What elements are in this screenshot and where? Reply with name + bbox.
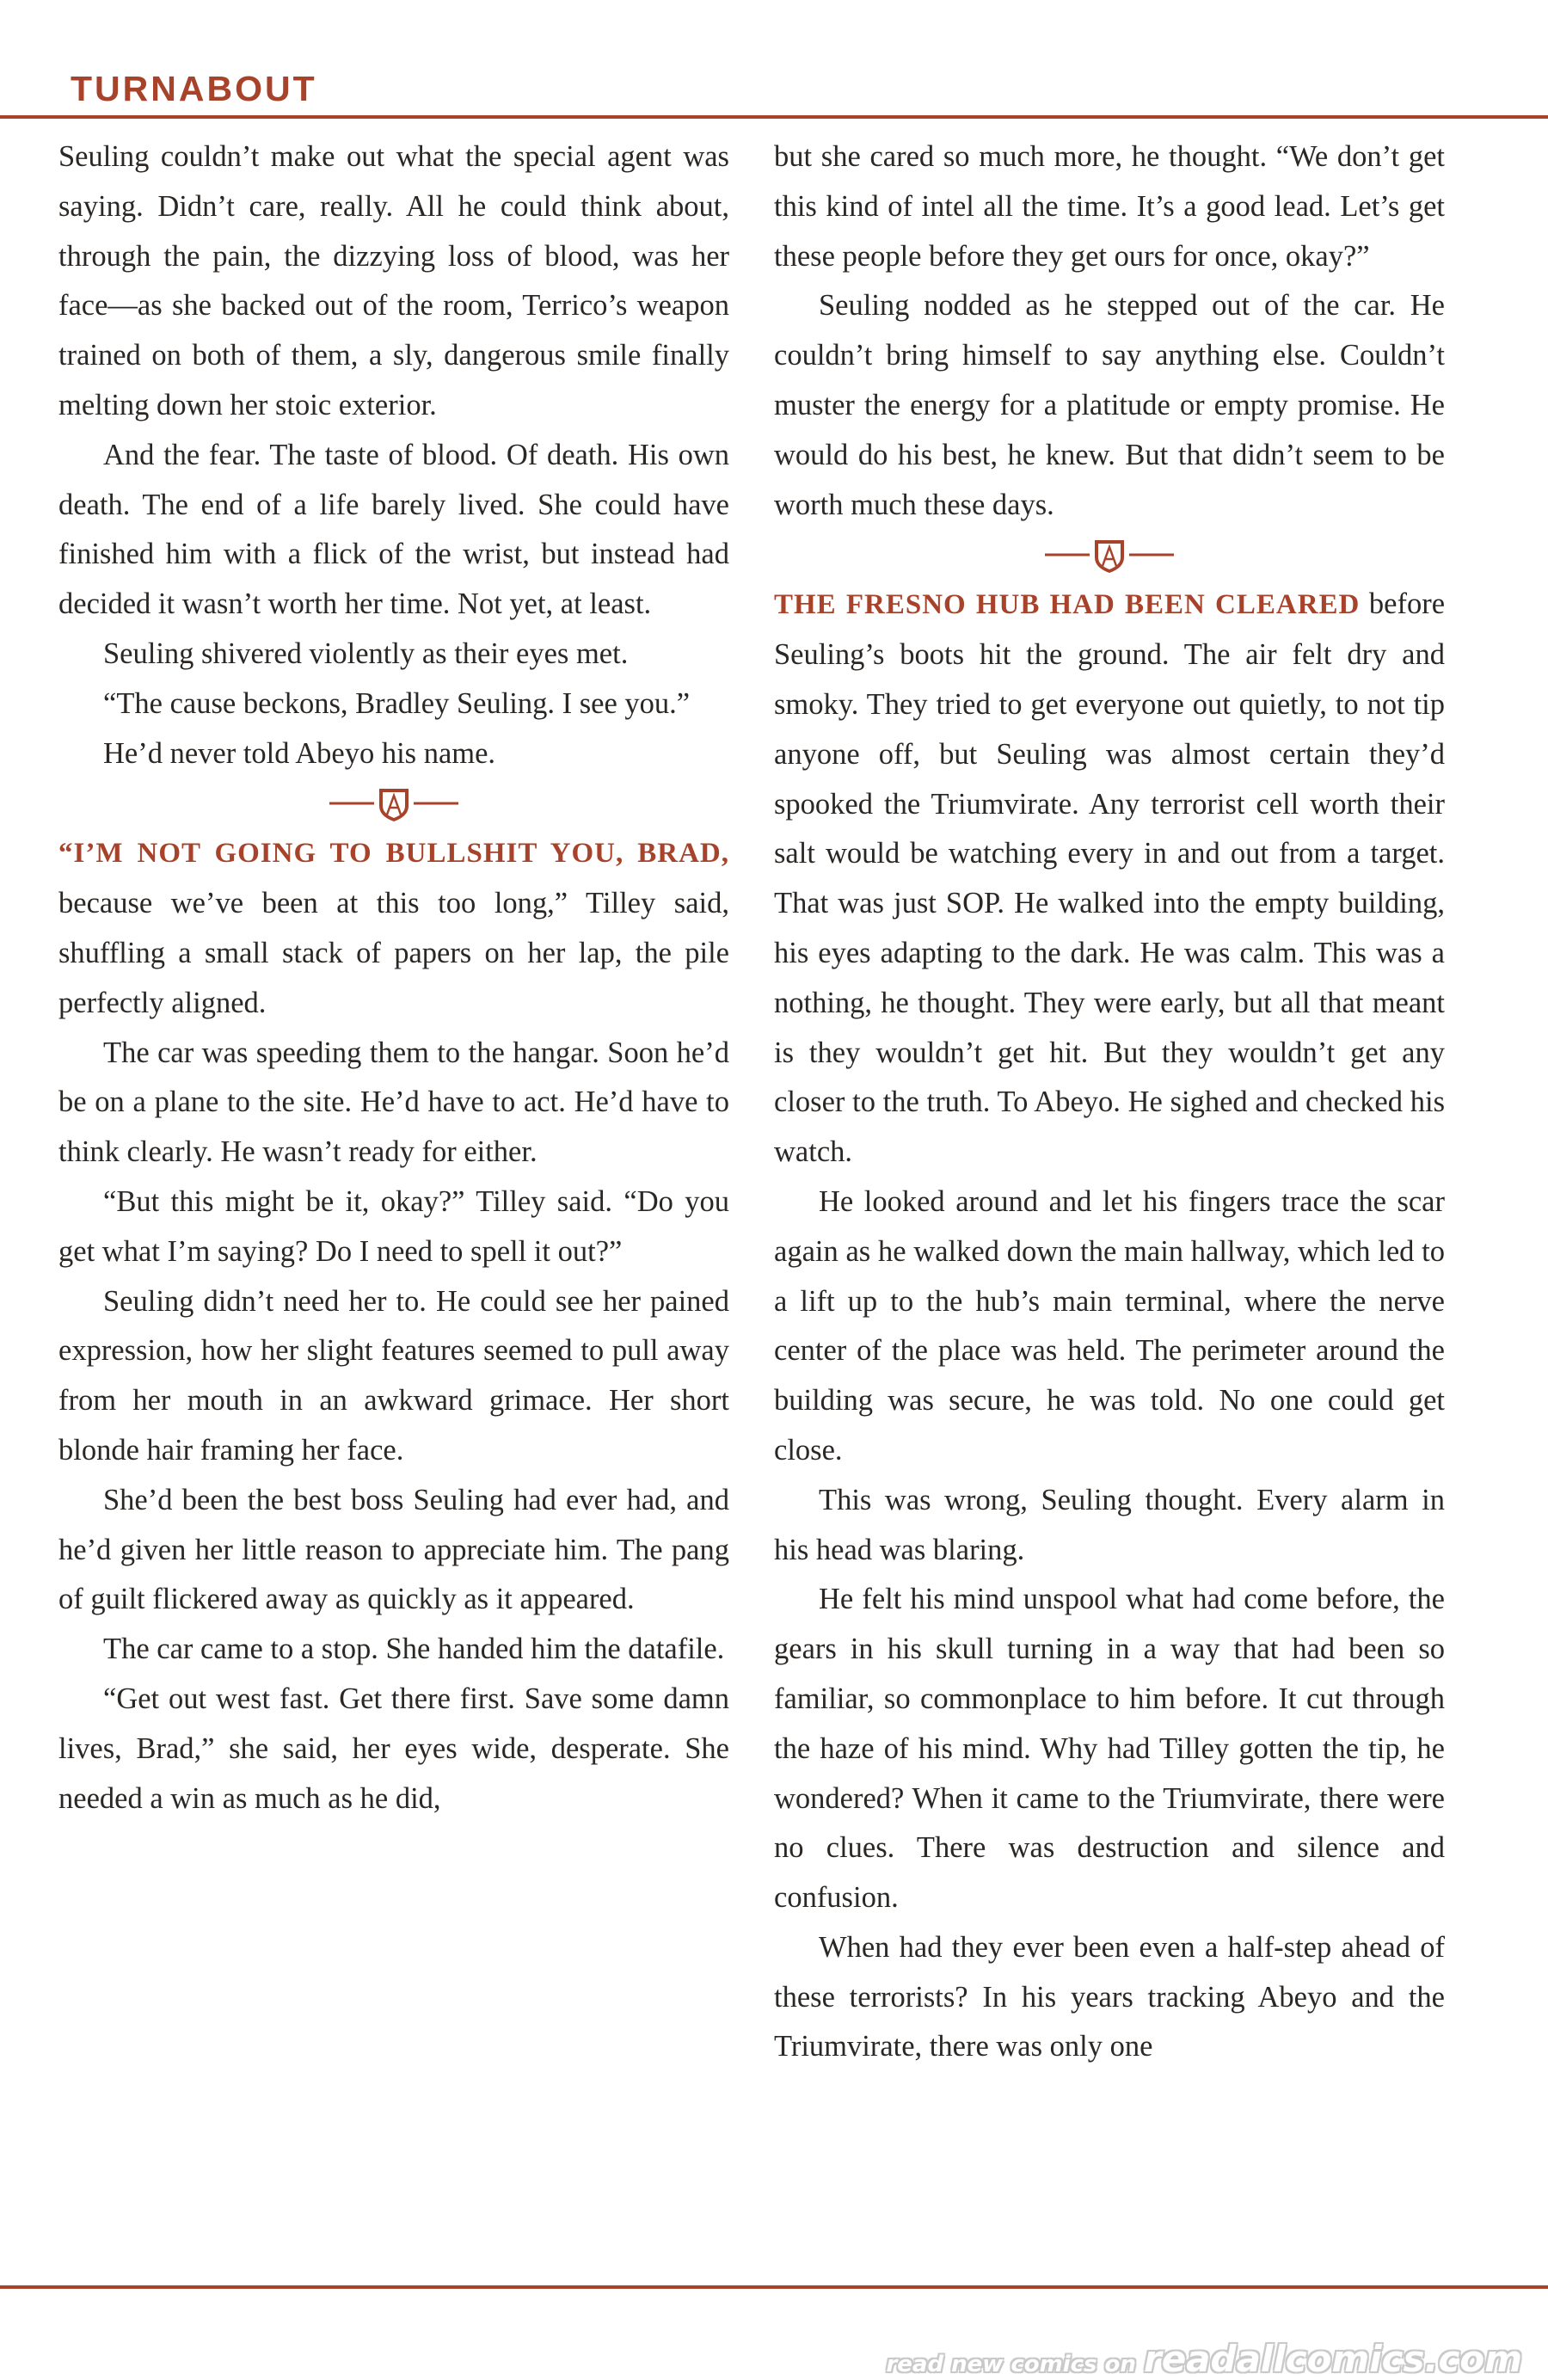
paragraph: Seuling couldn’t make out what the special agent was saying. Didn’t care, really. All he could think about, through the pain, the dizzying loss of blood, was her face—as she backed out of the room, Terrico’s weapon trained on both of them, a sly, dangerous smile finally melting down her stoic exterior.	[58, 140, 729, 421]
paragraph: Seuling didn’t need her to. He could see her pained expression, how her slight features seemed to pull away from her mouth in an awkward grimace. Her short blonde hair framing her face.	[58, 1284, 729, 1467]
header-rule	[0, 115, 1548, 119]
paragraph: “Get out west fast. Get there first. Save some damn lives, Brad,” she said, her eyes wide, desperate. She needed a win as much as he did,	[58, 1682, 729, 1815]
paragraph: And the fear. The taste of blood. Of death. His own death. The end of a life barely lived. She could have finished him with a flick of the wrist, but instead had decided it wasn’t worth her time. Not yet, at least.	[58, 438, 729, 621]
paragraph: “The cause beckons, Bradley Seuling. I see you.”	[103, 686, 691, 720]
crest-emblem-icon	[1045, 535, 1174, 575]
paragraph: She’d been the best boss Seuling had ever had, and he’d given her little reason to appreciate him. The pang of guilt flickered away as quickly as it appeared.	[58, 1483, 729, 1616]
paragraph: Seuling nodded as he stepped out of the car. He couldn’t bring himself to say anything else. Couldn’t muster the energy for a platitude or empty promise. He would do his best, he knew. But that didn’t seem to be worth much these days.	[774, 289, 1445, 521]
paragraph: The car was speeding them to the hangar. Soon he’d be on a plane to the site. He’d have to act. He’d have to think clearly. He wasn’t ready for either.	[58, 1036, 729, 1169]
section-divider	[774, 530, 1445, 580]
section-lead-text: because we’ve been at this too long,” Tilley said, shuffling a small stack of papers on her lap, the pile perfectly aligned.	[58, 887, 729, 1019]
paragraph: He looked around and let his fingers trace the scar again as he walked down the main hallway, which led to a lift up to the hub’s main terminal, where the nerve center of the place was held. The perimeter around the building was secure, he was told. No one could get close.	[774, 1184, 1445, 1467]
section-opening-paragraph	[58, 828, 729, 1028]
paragraph: He felt his mind unspool what had come before, the gears in his skull turning in a way that had been so familiar, so commonplace to him before. It cut through the haze of his mind. Why had Tilley gotten the tip, he wondered? When it came to the Triumvirate, there were no clues. There was destruction and silence and confusion.	[774, 1583, 1445, 1915]
watermark-prefix: read new comics on	[886, 2352, 1144, 2377]
paragraph: This was wrong, Seuling thought. Every alarm in his head was blaring.	[774, 1483, 1445, 1566]
paragraph: When had they ever been even a half-step ahead of these terrorists? In his years tracking Abeyo and the Triumvirate, there was only one	[774, 1930, 1445, 2063]
section-lead-caps: THE FRESNO HUB HAD BEEN CLEARED	[774, 589, 1361, 621]
section-lead-text: before Seuling’s boots hit the ground. The air felt dry and smoky. They tried to get everyone out quietly, to not tip anyone off, but Seuling was almost certain they’d spooked the Triumvirate. Any terrorist cell worth their salt would be watching every in and out from a target. That was just SOP. He walked into the empty building, his eyes adapting to the dark. He was calm. This was a nothing, he thought. They were early, but all that meant is they wouldn’t get hit. But they wouldn’t get any closer to the truth. To Abeyo. He sighed and checked his watch.	[774, 587, 1446, 1169]
paragraph: but she cared so much more, he thought. “We don’t get this kind of intel all the time. It’s a good lead. Let’s get these people before they get ours for once, okay?”	[774, 140, 1445, 273]
footer-rule	[0, 2285, 1548, 2289]
section-divider	[58, 778, 729, 828]
running-header-title: TURNABOUT	[71, 69, 317, 108]
watermark-site: readallcomics.com	[1143, 2338, 1522, 2380]
crest-emblem-icon	[329, 784, 458, 823]
right-column	[774, 132, 1445, 2072]
paragraph: The car came to a stop. She handed him the datafile.	[103, 1633, 725, 1666]
paragraph: He’d never told Abeyo his name.	[103, 736, 496, 770]
paragraph: Seuling shivered violently as their eyes met.	[103, 637, 629, 670]
paragraph: “But this might be it, okay?” Tilley said. “Do you get what I’m saying? Do I need to spell it out?”	[58, 1184, 729, 1268]
section-opening-paragraph	[774, 580, 1445, 1178]
watermark	[886, 2338, 1522, 2380]
left-column	[58, 132, 729, 1823]
section-lead-caps: “I’M NOT GOING TO BULLSHIT YOU, BRAD,	[58, 838, 729, 870]
